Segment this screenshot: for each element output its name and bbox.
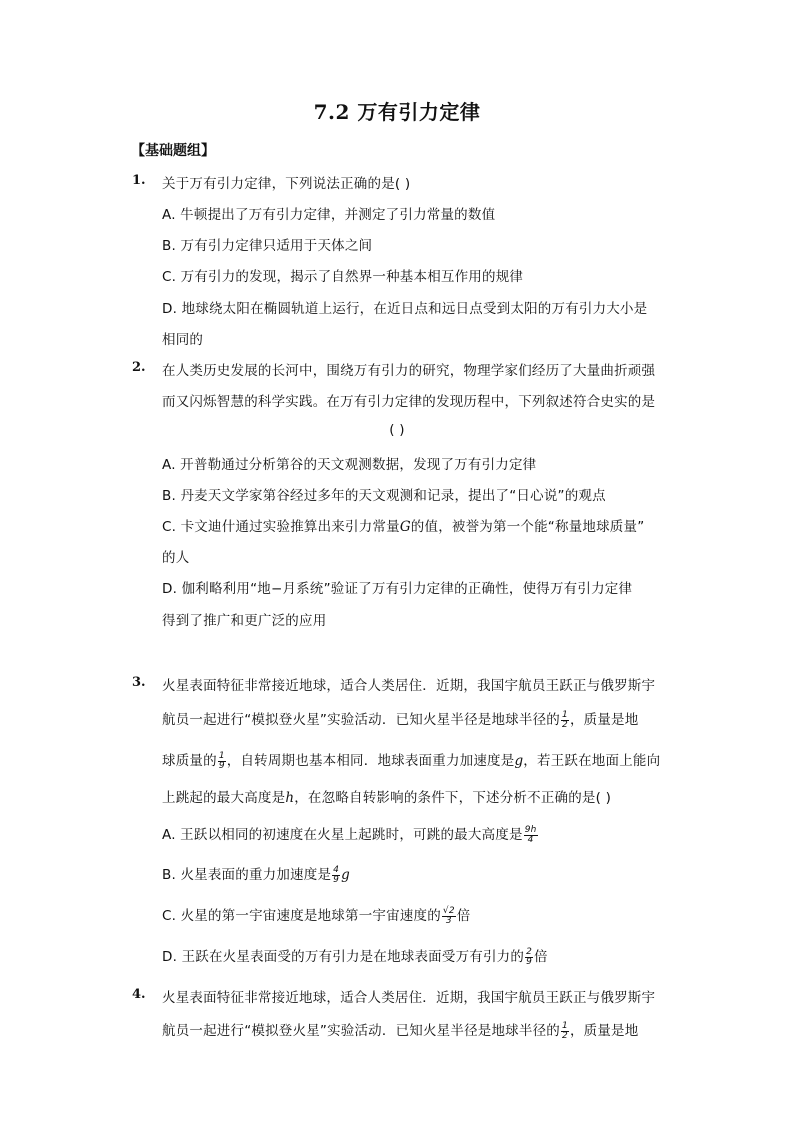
fraction-numerator: 9h [524,824,537,835]
variable-G: G [399,519,411,535]
question-stem-line-3 [162,749,660,771]
option-d-text: D. 王跃在火星表面受的万有引力是在地球表面受万有引力的 [162,949,525,965]
fraction-denominator: 9 [526,956,533,967]
fraction [524,826,538,845]
option-a: A. 开普勒通过分析第谷的天文观测数据，发现了万有引力定律 [162,457,537,473]
question-stem-continuation: 而又闪烁智慧的科学实践。在万有引力定律的发现历程中，下列叙述符合史实的是 [162,394,656,410]
option-a: A. 牛顿提出了万有引力定律，并测定了引力常量的数值 [162,207,496,223]
question-stem: 火星表面特征非常接近地球，适合人类居住．近期，我国宇航员王跃正与俄罗斯宇 [162,990,656,1006]
fraction [442,907,456,926]
option-b [162,863,350,885]
page-title: 7.2 万有引力定律 [313,100,481,124]
option-b: B. 万有引力定律只适用于天体之间 [162,238,373,254]
option-d-continuation: 相同的 [162,332,204,348]
fraction-denominator: 2 [562,1030,568,1041]
stem-text: ，自转周期也基本相同．地球表面重力加速度是 [226,753,515,769]
option-c: C. 万有引力的发现，揭示了自然界一种基本相互作用的规律 [162,269,524,285]
question-stem-line-2 [162,708,638,730]
fraction-numerator: 1 [562,1020,568,1031]
stem-text: 上跳起的最大高度是 [162,790,286,806]
option-d: D. 地球绕太阳在椭圆轨道上运行，在近日点和远日点受到太阳的万有引力大小是 [162,301,648,317]
option-c-text: C. 火星的第一宇宙速度是地球第一宇宙速度的 [162,908,441,924]
option-a [162,823,539,845]
option-b-text: B. 火星表面的重力加速度是 [162,867,332,883]
option-c [162,904,471,926]
option-c [162,515,644,535]
fraction-denominator: 4 [527,834,534,845]
answer-blank: ( ) [389,422,405,438]
option-c-continuation: 的人 [162,550,190,566]
section-heading: 【基础题组】 [131,143,215,159]
option-c-text: 倍 [456,908,471,924]
stem-text: ，若王跃在地面上能向 [523,753,661,769]
option-d-continuation: 得到了推广和更广泛的应用 [162,613,327,629]
stem-text: 球质量的 [162,753,217,769]
fraction-numerator: 4 [333,864,340,875]
stem-text: ，质量是地 [569,1023,639,1039]
fraction-denominator: 2 [562,719,568,730]
option-c-text: C. 卡文迪什通过实验推算出来引力常量 [162,519,400,535]
option-d-text: 倍 [534,949,548,965]
fraction-denominator: 9 [333,874,340,885]
fraction-numerator: √2 [442,905,455,916]
option-c-text: 的值，被誉为第一个能“称量地球质量” [410,519,645,535]
stem-text: ，在忽略自转影响的条件下，下述分析不正确的是( ) [294,790,612,806]
question-stem: 火星表面特征非常接近地球，适合人类居住．近期，我国宇航员王跃正与俄罗斯宇 [162,678,656,694]
variable-g: g [341,867,350,883]
fraction [332,866,340,885]
question-stem-line-4 [162,786,611,806]
question-stem: 关于万有引力定律，下列说法正确的是( ) [162,176,411,192]
variable-g: g [514,753,524,769]
fraction [561,1022,569,1041]
option-d [162,945,548,967]
fraction-numerator: 1 [562,709,568,720]
fraction-numerator: 2 [526,946,533,957]
question-number: 1. [132,173,146,188]
option-d: D. 伽利略利用“地−月系统”验证了万有引力定律的正确性，使得万有引力定律 [162,581,633,597]
fraction [525,948,533,967]
question-number: 2. [132,360,146,375]
question-number: 4. [132,987,146,1002]
option-a-text: A. 王跃以相同的初速度在火星上起跳时，可跳的最大高度是 [162,827,523,843]
fraction [561,711,569,730]
variable-h: h [285,790,295,806]
option-b: B. 丹麦天文学家第谷经过多年的天文观测和记录，提出了“日心说”的观点 [162,488,606,504]
fraction-denominator: 9 [218,760,225,771]
fraction [218,752,226,771]
question-number: 3. [132,675,146,690]
question-stem: 在人类历史发展的长河中，围绕万有引力的研究，物理学家们经历了大量曲折顽强 [162,363,656,379]
stem-text: 航员一起进行“模拟登火星”实验活动．已知火星半径是地球半径的 [162,1023,560,1039]
fraction-denominator: 3 [445,915,452,926]
question-stem-line-2 [162,1019,638,1041]
fraction-numerator: 1 [218,750,225,761]
stem-text: 航员一起进行“模拟登火星”实验活动．已知火星半径是地球半径的 [162,712,560,728]
stem-text: ，质量是地 [569,712,639,728]
